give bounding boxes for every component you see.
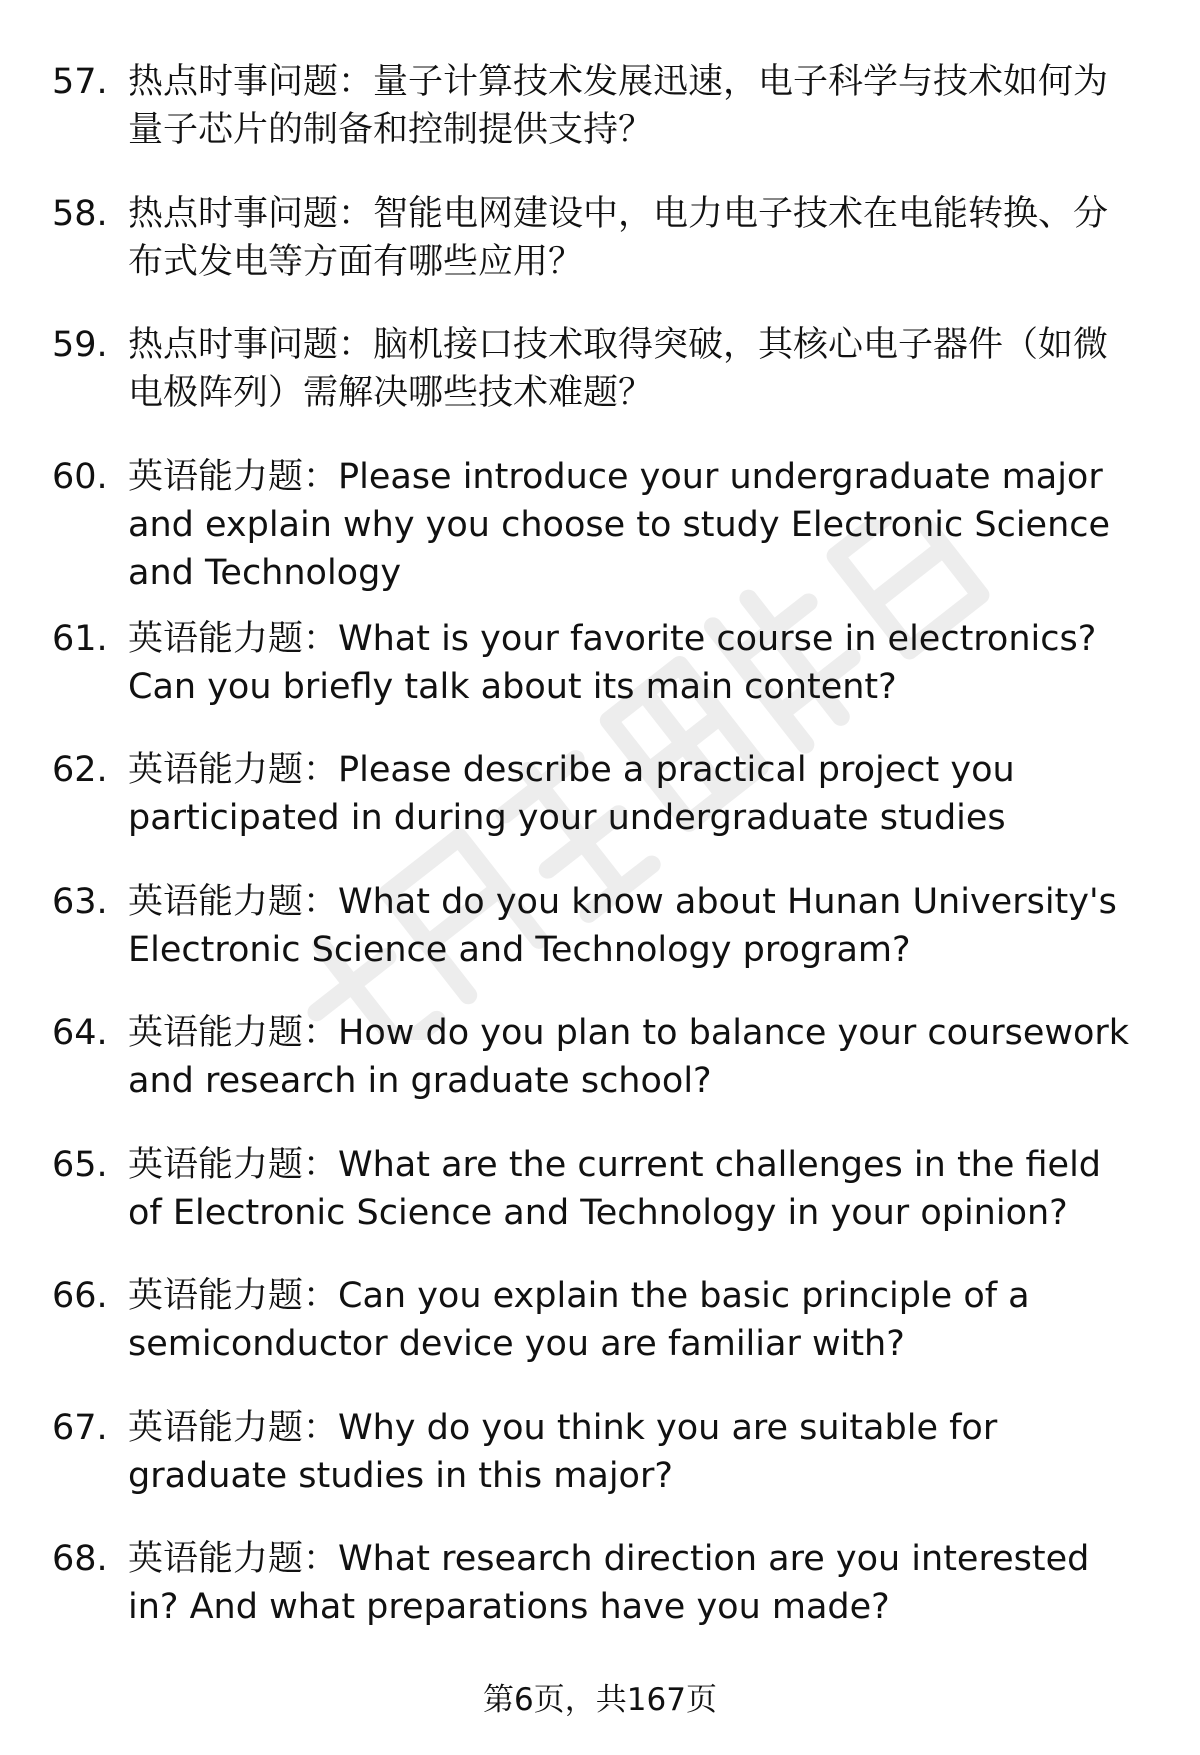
question-text: 英语能力题：Please describe a practical project you participated in during your undergraduate studies [128, 750, 1015, 838]
question-item-58 [0, 190, 1200, 322]
question-text: 英语能力题：Why do you think you are suitable for graduate studies in this major? [128, 1407, 998, 1496]
question-text: 英语能力题：Please introduce your undergraduate major and explain why you choose to study Electronic Science and Technology [128, 456, 1111, 593]
question-text: 热点时事问题：智能电网建设中，电力电子技术在电能转换、分布式发电等方面有哪些应用？ [128, 193, 1109, 282]
question-item-67 [0, 1404, 1200, 1536]
question-number: 64. [52, 1013, 108, 1053]
question-number: 66. [52, 1276, 108, 1316]
question-number: 65. [52, 1144, 108, 1185]
question-item-68 [0, 1535, 1200, 1667]
question-text: 热点时事问题：量子计算技术发展迅速，电子科学与技术如何为量子芯片的制备和控制提供支持？ [128, 62, 1109, 150]
question-item-63 [0, 878, 1200, 1010]
question-number: 58. [52, 193, 108, 234]
question-item-62 [0, 746, 1200, 878]
question-number: 59. [52, 325, 108, 365]
question-number: 57. [52, 62, 108, 102]
question-text: 英语能力题：What research direction are you interested in? And what preparations have you made? [128, 1539, 1090, 1627]
question-item-59 [0, 321, 1200, 453]
question-text: 英语能力题：What do you know about Hunan University's Electronic Science and Technology program? [128, 881, 1117, 970]
question-text: 英语能力题：Can you explain the basic principle of a semiconductor device you are familiar with? [128, 1276, 1030, 1364]
question-number: 61. [52, 618, 108, 659]
question-item-64 [0, 1009, 1200, 1141]
question-text: 热点时事问题：脑机接口技术取得突破，其核心电子器件（如微电极阵列）需解决哪些技术难题？ [128, 325, 1109, 413]
question-item-61 [0, 615, 1200, 747]
question-number: 67. [52, 1407, 108, 1448]
question-text: 英语能力题：How do you plan to balance your coursework and research in graduate school? [128, 1013, 1130, 1101]
question-number: 62. [52, 750, 108, 790]
question-item-66 [0, 1272, 1200, 1404]
question-list [0, 58, 1200, 1667]
question-item-57 [0, 58, 1200, 190]
question-text: 英语能力题：What is your favorite course in electronics? Can you briefly talk about its main content? [128, 618, 1097, 707]
question-text: 英语能力题：What are the current challenges in the field of Electronic Science and Technology in your opinion? [128, 1144, 1102, 1233]
question-number: 60. [52, 456, 108, 497]
page-footer: 第6页，共167页 [483, 1682, 717, 1718]
question-item-65 [0, 1141, 1200, 1273]
question-item-60 [0, 453, 1200, 615]
question-number: 68. [52, 1539, 108, 1579]
question-number: 63. [52, 881, 108, 922]
